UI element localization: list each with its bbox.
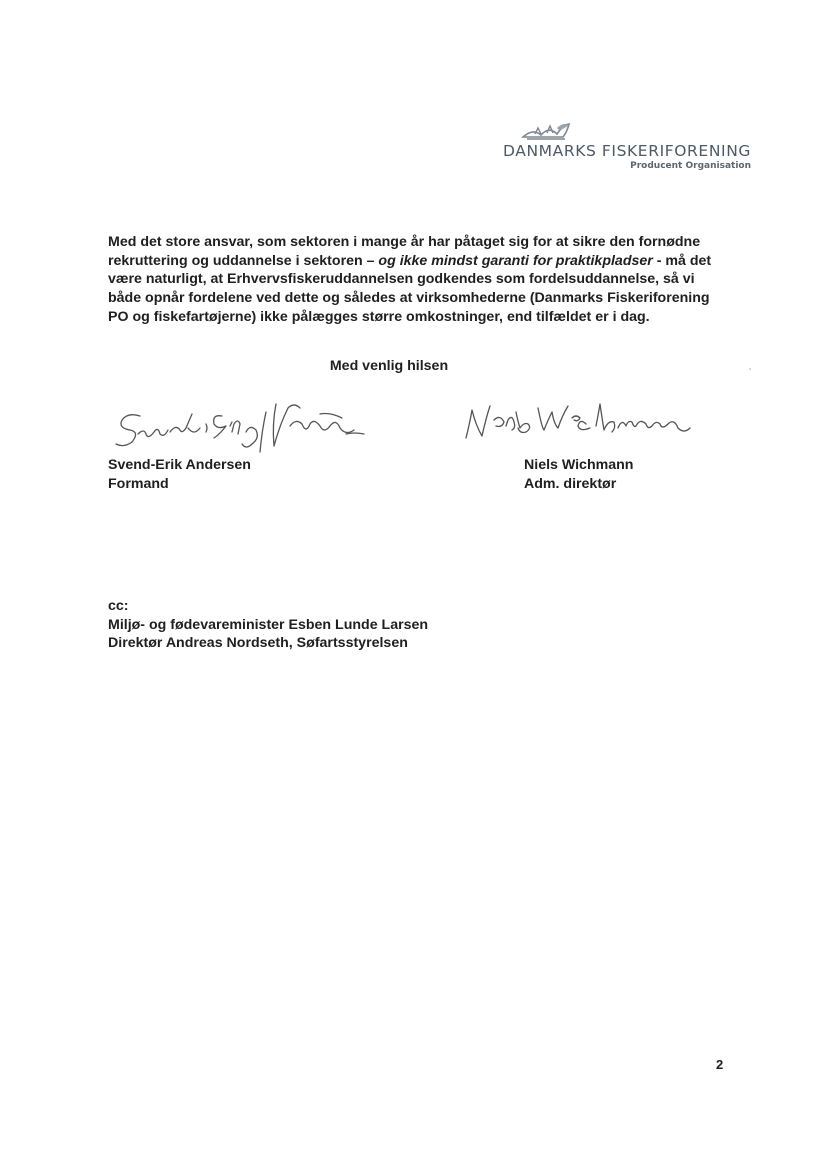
signatory-title: Adm. direktør	[524, 475, 617, 492]
signatory-name: Svend-Erik Andersen	[108, 457, 251, 473]
handwritten-signature-niels-wichmann	[458, 398, 698, 446]
organization-logo	[503, 120, 751, 171]
scan-speck	[749, 368, 751, 370]
fish-crown-logo-icon	[519, 120, 571, 142]
cc-block	[108, 597, 428, 653]
closing-line	[0, 358, 828, 374]
cc-recipient: Miljø- og fødevareminister Esben Lunde Larsen	[108, 616, 429, 633]
body-text-part-1: Med det store ansvar, som sektoren i mange år har påtaget sig for at sikre den fornødne rekruttering og uddannelse i sektoren –	[108, 234, 701, 269]
signatory-name: Niels Wichmann	[524, 457, 634, 473]
signatory-block-director	[524, 456, 633, 493]
letter-body-paragraph	[108, 233, 728, 327]
signatory-block-chairman	[108, 456, 251, 493]
handwritten-signature-svend-erik-andersen	[110, 394, 380, 456]
organization-subtitle: Producent Organisation	[630, 161, 751, 171]
body-text-part-2: - må det være naturligt, at Erhvervsfiskeruddannelsen godkendes som fordelsuddannelse, så vi både opnår fordelene ved dette og således at virksomhederne (Danmarks Fiskeriforening PO og fiskefartøjerne) ikke pålægges større omkostninger, end tilfældet er i dag.	[108, 252, 712, 325]
cc-label: cc:	[108, 598, 129, 614]
organization-name: DANMARKS FISKERIFORENING	[502, 142, 751, 160]
closing-text: Med venlig hilsen	[329, 358, 449, 374]
cc-recipient: Direktør Andreas Nordseth, Søfartsstyrelsen	[108, 635, 408, 652]
signatory-title: Formand	[108, 475, 169, 492]
page-number: 2	[716, 1057, 724, 1072]
body-text-emphasis: og ikke mindst garanti for praktikpladser	[378, 252, 653, 269]
